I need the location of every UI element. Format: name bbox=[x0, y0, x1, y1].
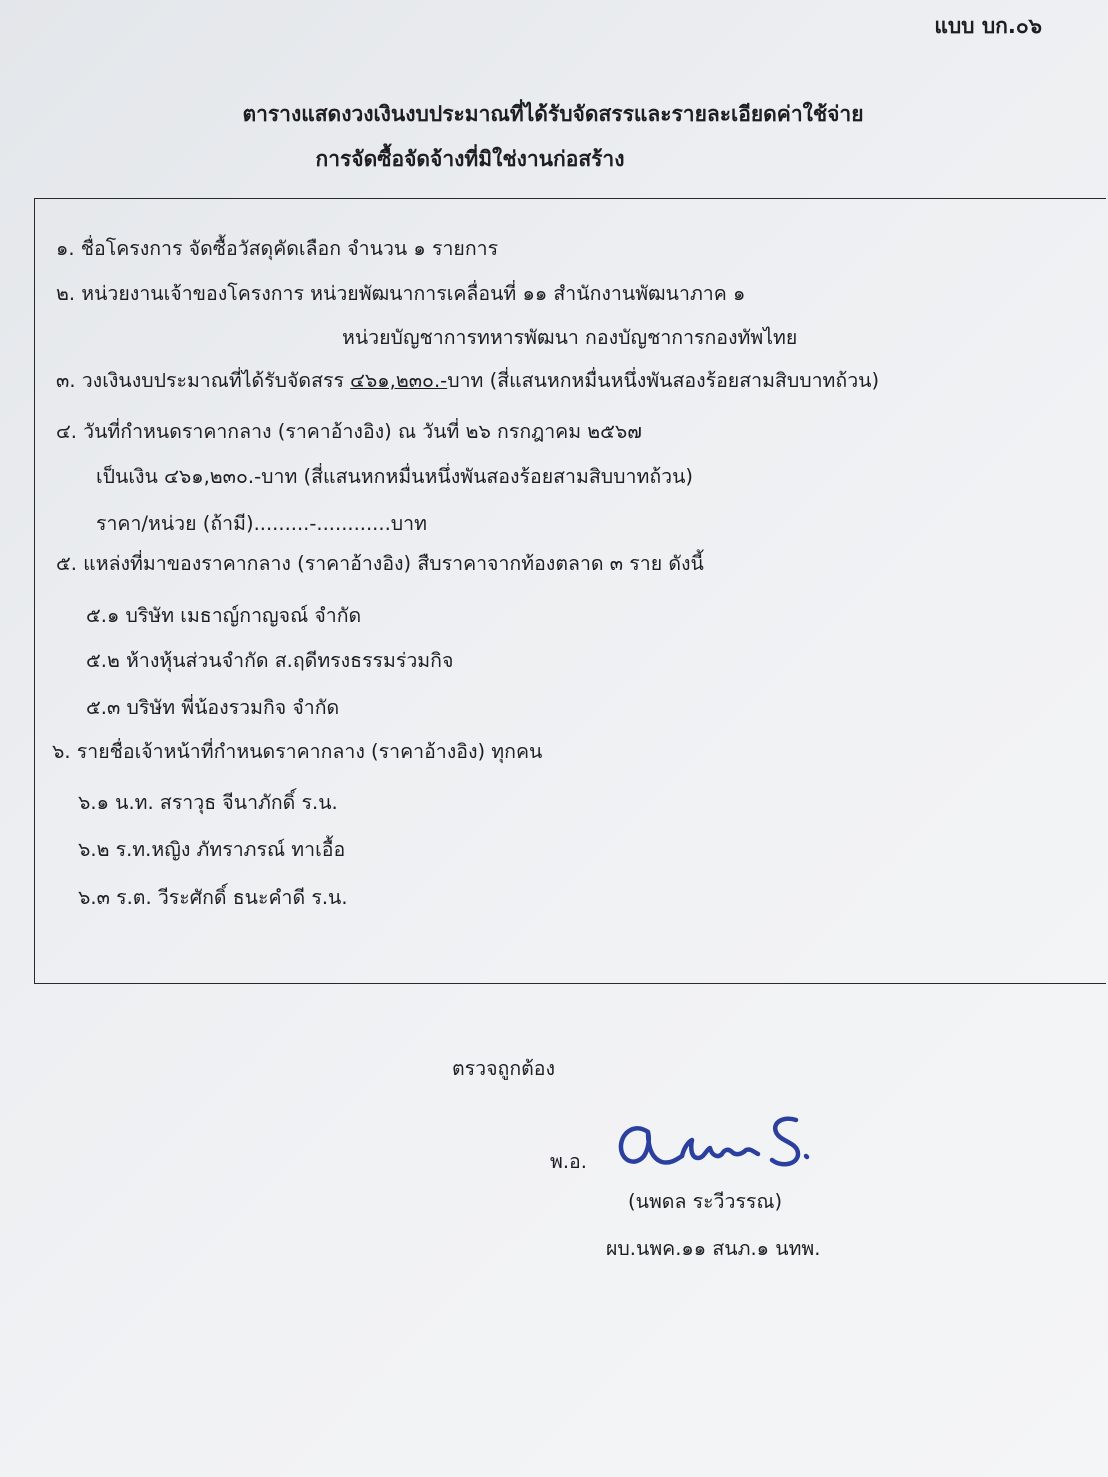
item-6-officials: ๖. รายชื่อเจ้าหน้าที่กำหนดราคากลาง (ราคาอ้างอิง) ทุกคน bbox=[52, 740, 543, 763]
item-3-amount: ๔๖๑,๒๓๐.- bbox=[350, 369, 448, 392]
handwritten-signature bbox=[612, 1112, 812, 1182]
item-6-3-official: ๖.๓ ร.ต. วีระศักดิ์ ธนะคำดี ร.น. bbox=[78, 886, 348, 909]
item-6-1-official: ๖.๑ น.ท. สราวุธ จีนาภักดิ์ ร.น. bbox=[78, 791, 338, 814]
item-6-2-official: ๖.๒ ร.ท.หญิง ภัทราภรณ์ ทาเอื้อ bbox=[78, 838, 346, 861]
signer-name: (นพดล ระวีวรรณ) bbox=[628, 1190, 783, 1213]
form-code: แบบ บก.๐๖ bbox=[934, 14, 1042, 38]
item-3-label: ๓. วงเงินงบประมาณที่ได้รับจัดสรร bbox=[56, 369, 351, 392]
signer-position: ผบ.นพค.๑๑ สนภ.๑ นทพ. bbox=[606, 1237, 821, 1260]
item-2-owner-unit: ๒. หน่วยงานเจ้าของโครงการ หน่วยพัฒนาการเคลื่อนที่ ๑๑ สำนักงานพัฒนาภาค ๑ bbox=[56, 282, 746, 305]
item-5-3-company: ๕.๓ บริษัท พี่น้องรวมกิจ จำกัด bbox=[86, 696, 340, 719]
document-title-line-1: ตารางแสดงวงเงินงบประมาณที่ได้รับจัดสรรและรายละเอียดค่าใช้จ่าย bbox=[242, 102, 864, 126]
signer-rank: พ.อ. bbox=[550, 1150, 587, 1173]
verified-label: ตรวจถูกต้อง bbox=[452, 1057, 556, 1080]
item-5-1-company: ๕.๑ บริษัท เมธาญ์กาญจณ์ จำกัด bbox=[86, 604, 362, 627]
details-box bbox=[34, 198, 1106, 984]
item-4-amount: เป็นเงิน ๔๖๑,๒๓๐.-บาท (สี่แสนหกหมื่นหนึ่งพันสองร้อยสามสิบบาทถ้วน) bbox=[96, 465, 694, 488]
item-5-2-company: ๕.๒ ห้างหุ้นส่วนจำกัด ส.ฤดีทรงธรรมร่วมกิจ bbox=[86, 649, 454, 672]
item-3-amount-words: บาท (สี่แสนหกหมื่นหนึ่งพันสองร้อยสามสิบบาทถ้วน) bbox=[447, 369, 880, 392]
document-title-line-2: การจัดซื้อจัดจ้างที่มิใช่งานก่อสร้าง bbox=[315, 147, 625, 171]
item-5-price-source: ๕. แหล่งที่มาของราคากลาง (ราคาอ้างอิง) สืบราคาจากท้องตลาด ๓ ราย ดังนี้ bbox=[56, 552, 704, 575]
item-1-project-name: ๑. ชื่อโครงการ จัดซื้อวัสดุคัดเลือก จำนวน ๑ รายการ bbox=[56, 237, 499, 260]
item-4-reference-date: ๔. วันที่กำหนดราคากลาง (ราคาอ้างอิง) ณ วันที่ ๒๖ กรกฎาคม ๒๕๖๗ bbox=[56, 420, 642, 443]
item-3-budget bbox=[56, 365, 879, 396]
item-2-owner-unit-cont: หน่วยบัญชาการทหารพัฒนา กองบัญชาการกองทัพไทย bbox=[342, 326, 798, 349]
item-4-unit-price: ราคา/หน่วย (ถ้ามี).........-............บาท bbox=[96, 512, 427, 535]
